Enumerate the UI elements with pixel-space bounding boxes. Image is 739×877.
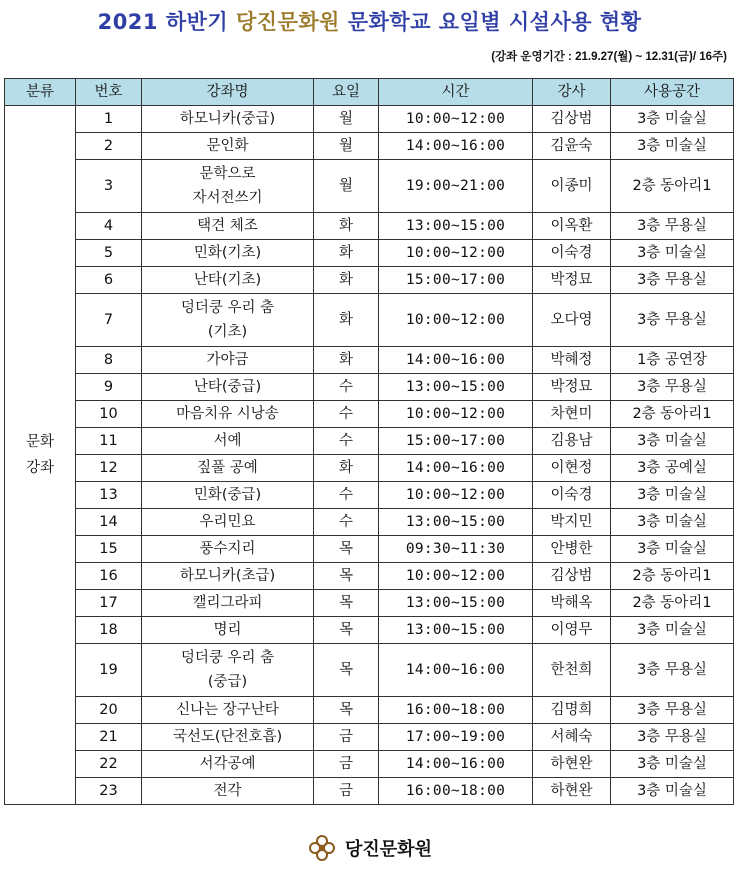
instructor-cell: 박혜정 [533, 347, 611, 374]
category-cell [5, 106, 76, 805]
room-cell: 2층 동아리1 [611, 563, 734, 590]
time-cell: 14:00~16:00 [379, 644, 533, 697]
time-cell: 14:00~16:00 [379, 751, 533, 778]
row-number: 10 [76, 401, 142, 428]
day-cell: 금 [314, 778, 379, 805]
day-cell: 수 [314, 374, 379, 401]
time-cell: 09:30~11:30 [379, 536, 533, 563]
day-cell: 화 [314, 294, 379, 347]
room-cell: 3층 미술실 [611, 106, 734, 133]
time-cell: 17:00~19:00 [379, 724, 533, 751]
instructor-cell: 이현정 [533, 455, 611, 482]
header-time: 시간 [379, 79, 533, 106]
header-day: 요일 [314, 79, 379, 106]
table-row [5, 697, 734, 724]
course-name-line: 전각 [213, 783, 242, 799]
course-name-line: (중급) [207, 674, 248, 690]
table-row [5, 240, 734, 267]
table-row [5, 778, 734, 805]
course-name-line: 난타(중급) [193, 379, 262, 395]
course-name-line: 짚풀 공예 [197, 460, 258, 476]
category-line: 문화 [25, 434, 54, 450]
day-cell: 화 [314, 455, 379, 482]
time-cell: 10:00~12:00 [379, 482, 533, 509]
row-number: 16 [76, 563, 142, 590]
time-cell: 19:00~21:00 [379, 160, 533, 213]
day-cell: 금 [314, 724, 379, 751]
footer-org-name: 당진문화원 [345, 839, 432, 860]
time-cell: 13:00~15:00 [379, 617, 533, 644]
instructor-cell: 이옥환 [533, 213, 611, 240]
course-name-line: 우리민요 [199, 514, 256, 530]
operation-period: (강좌 운영기간 : 21.9.27(월) ~ 12.31(금)/ 16주) [491, 51, 727, 63]
row-number: 22 [76, 751, 142, 778]
table-row [5, 536, 734, 563]
room-cell: 3층 무용실 [611, 644, 734, 697]
table-row [5, 347, 734, 374]
course-name [142, 106, 314, 133]
table-row [5, 106, 734, 133]
header-instructor: 강사 [533, 79, 611, 106]
instructor-cell: 한천희 [533, 644, 611, 697]
row-number: 6 [76, 267, 142, 294]
time-cell: 13:00~15:00 [379, 374, 533, 401]
row-number: 21 [76, 724, 142, 751]
room-cell: 3층 무용실 [611, 294, 734, 347]
course-name-line: 문학으로 [199, 166, 256, 182]
table-row [5, 294, 734, 347]
course-name-line: 마음치유 시낭송 [176, 406, 279, 422]
title-rest: 문화학교 요일별 시설사용 현황 [347, 10, 642, 34]
instructor-cell: 김윤숙 [533, 133, 611, 160]
instructor-cell: 서혜숙 [533, 724, 611, 751]
instructor-cell: 김상범 [533, 563, 611, 590]
course-name [142, 509, 314, 536]
course-name-line: 민화(중급) [193, 487, 262, 503]
course-name [142, 240, 314, 267]
course-name [142, 213, 314, 240]
header-category: 분류 [5, 79, 76, 106]
table-row [5, 563, 734, 590]
table-row [5, 133, 734, 160]
instructor-cell: 이숙경 [533, 482, 611, 509]
time-cell: 10:00~12:00 [379, 294, 533, 347]
day-cell: 화 [314, 347, 379, 374]
row-number: 19 [76, 644, 142, 697]
day-cell: 목 [314, 697, 379, 724]
day-cell: 월 [314, 160, 379, 213]
table-row [5, 617, 734, 644]
room-cell: 3층 미술실 [611, 778, 734, 805]
title-org: 당진문화원 [236, 10, 340, 34]
title-year: 2021 [97, 10, 159, 34]
table-row [5, 724, 734, 751]
time-cell: 13:00~15:00 [379, 509, 533, 536]
course-name [142, 536, 314, 563]
course-name-line: (기초) [207, 324, 248, 340]
table-row [5, 751, 734, 778]
instructor-cell: 박해옥 [533, 590, 611, 617]
table-row [5, 401, 734, 428]
time-cell: 14:00~16:00 [379, 347, 533, 374]
instructor-cell: 박정묘 [533, 374, 611, 401]
course-name-line: 신나는 장구난타 [176, 702, 279, 718]
room-cell: 3층 미술실 [611, 240, 734, 267]
row-number: 23 [76, 778, 142, 805]
course-name [142, 267, 314, 294]
course-name-line: 택견 체조 [197, 218, 258, 234]
row-number: 18 [76, 617, 142, 644]
course-name-line: 민화(기초) [193, 245, 262, 261]
time-cell: 16:00~18:00 [379, 778, 533, 805]
time-cell: 10:00~12:00 [379, 401, 533, 428]
day-cell: 수 [314, 482, 379, 509]
category-line: 강좌 [25, 460, 54, 476]
course-name-line: 덩더쿵 우리 춤 [180, 650, 275, 666]
course-name-line: 하모니카(중급) [179, 111, 276, 127]
schedule-table [4, 78, 734, 805]
time-cell: 13:00~15:00 [379, 213, 533, 240]
time-cell: 15:00~17:00 [379, 267, 533, 294]
course-name-line: 캘리그라피 [192, 595, 263, 611]
day-cell: 목 [314, 617, 379, 644]
course-name [142, 644, 314, 697]
row-number: 2 [76, 133, 142, 160]
room-cell: 3층 미술실 [611, 617, 734, 644]
table-row [5, 455, 734, 482]
row-number: 20 [76, 697, 142, 724]
day-cell: 화 [314, 267, 379, 294]
day-cell: 수 [314, 509, 379, 536]
time-cell: 10:00~12:00 [379, 563, 533, 590]
course-name [142, 697, 314, 724]
course-name-line: 난타(기초) [193, 272, 262, 288]
instructor-cell: 이숙경 [533, 240, 611, 267]
room-cell: 3층 미술실 [611, 536, 734, 563]
course-name [142, 563, 314, 590]
day-cell: 목 [314, 536, 379, 563]
row-number: 3 [76, 160, 142, 213]
instructor-cell: 김명희 [533, 697, 611, 724]
course-name [142, 724, 314, 751]
course-name [142, 590, 314, 617]
room-cell: 3층 무용실 [611, 374, 734, 401]
instructor-cell: 박지민 [533, 509, 611, 536]
day-cell: 목 [314, 644, 379, 697]
room-cell: 3층 미술실 [611, 482, 734, 509]
table-row [5, 509, 734, 536]
time-cell: 10:00~12:00 [379, 106, 533, 133]
time-cell: 15:00~17:00 [379, 428, 533, 455]
row-number: 1 [76, 106, 142, 133]
time-cell: 16:00~18:00 [379, 697, 533, 724]
table-row [5, 428, 734, 455]
table-row [5, 590, 734, 617]
day-cell: 수 [314, 428, 379, 455]
course-name [142, 374, 314, 401]
day-cell: 금 [314, 751, 379, 778]
room-cell: 1층 공연장 [611, 347, 734, 374]
row-number: 12 [76, 455, 142, 482]
header-room: 사용공간 [611, 79, 734, 106]
course-name-line: 서예 [213, 433, 242, 449]
room-cell: 3층 무용실 [611, 724, 734, 751]
row-number: 15 [76, 536, 142, 563]
course-name [142, 482, 314, 509]
course-name-line: 국선도(단전호흡) [172, 729, 283, 745]
instructor-cell: 이종미 [533, 160, 611, 213]
row-number: 4 [76, 213, 142, 240]
course-name-line: 문인화 [206, 138, 249, 154]
course-name [142, 428, 314, 455]
day-cell: 목 [314, 590, 379, 617]
room-cell: 2층 동아리1 [611, 590, 734, 617]
course-name [142, 778, 314, 805]
instructor-cell: 이영무 [533, 617, 611, 644]
instructor-cell: 하현완 [533, 751, 611, 778]
day-cell: 목 [314, 563, 379, 590]
room-cell: 3층 미술실 [611, 751, 734, 778]
instructor-cell: 하현완 [533, 778, 611, 805]
course-name [142, 347, 314, 374]
course-name [142, 617, 314, 644]
row-number: 7 [76, 294, 142, 347]
course-name-line: 가야금 [206, 352, 249, 368]
table-row [5, 374, 734, 401]
course-name [142, 455, 314, 482]
row-number: 11 [76, 428, 142, 455]
room-cell: 3층 무용실 [611, 213, 734, 240]
table-row [5, 644, 734, 697]
course-name-line: 자서전쓰기 [192, 190, 263, 206]
row-number: 8 [76, 347, 142, 374]
course-name [142, 133, 314, 160]
day-cell: 수 [314, 401, 379, 428]
row-number: 13 [76, 482, 142, 509]
row-number: 14 [76, 509, 142, 536]
table-row [5, 213, 734, 240]
instructor-cell: 박정묘 [533, 267, 611, 294]
title-period: 하반기 [165, 10, 229, 34]
course-name-line: 덩더쿵 우리 춤 [180, 300, 275, 316]
header-course-name: 강좌명 [142, 79, 314, 106]
table-row [5, 482, 734, 509]
instructor-cell: 차현미 [533, 401, 611, 428]
header-row [5, 79, 734, 106]
instructor-cell: 김상범 [533, 106, 611, 133]
day-cell: 화 [314, 213, 379, 240]
course-name [142, 294, 314, 347]
room-cell: 3층 공예실 [611, 455, 734, 482]
table-row [5, 160, 734, 213]
room-cell: 3층 미술실 [611, 509, 734, 536]
time-cell: 14:00~16:00 [379, 455, 533, 482]
table-row [5, 267, 734, 294]
course-name [142, 160, 314, 213]
room-cell: 3층 무용실 [611, 697, 734, 724]
instructor-cell: 안병한 [533, 536, 611, 563]
day-cell: 월 [314, 106, 379, 133]
flower-emblem-icon [307, 833, 337, 863]
course-name-line: 풍수지리 [199, 541, 256, 557]
room-cell: 3층 무용실 [611, 267, 734, 294]
day-cell: 월 [314, 133, 379, 160]
row-number: 9 [76, 374, 142, 401]
footer [0, 833, 739, 863]
course-name-line: 하모니카(초급) [179, 568, 276, 584]
course-name [142, 401, 314, 428]
time-cell: 14:00~16:00 [379, 133, 533, 160]
room-cell: 2층 동아리1 [611, 401, 734, 428]
time-cell: 10:00~12:00 [379, 240, 533, 267]
instructor-cell: 오다영 [533, 294, 611, 347]
row-number: 5 [76, 240, 142, 267]
row-number: 17 [76, 590, 142, 617]
course-name-line: 서각공예 [199, 756, 256, 772]
room-cell: 2층 동아리1 [611, 160, 734, 213]
header-number: 번호 [76, 79, 142, 106]
instructor-cell: 김용남 [533, 428, 611, 455]
room-cell: 3층 미술실 [611, 428, 734, 455]
course-name [142, 751, 314, 778]
page-title [0, 6, 739, 36]
course-name-line: 명리 [213, 622, 242, 638]
room-cell: 3층 미술실 [611, 133, 734, 160]
day-cell: 화 [314, 240, 379, 267]
time-cell: 13:00~15:00 [379, 590, 533, 617]
